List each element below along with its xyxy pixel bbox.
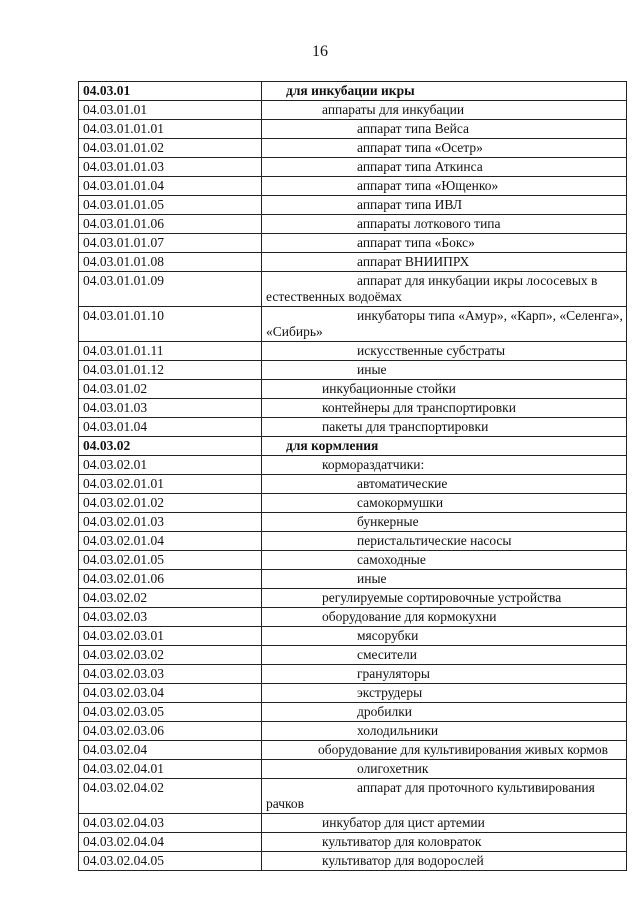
table-body	[79, 82, 627, 871]
name-cell	[262, 570, 627, 589]
table-row	[79, 779, 627, 814]
code-cell: 04.03.01.01.04	[79, 177, 262, 196]
code-cell: 04.03.01.04	[79, 418, 262, 437]
code-cell: 04.03.02.03	[79, 608, 262, 627]
name-cell	[262, 101, 627, 120]
table-row	[79, 196, 627, 215]
name-text: культиватор для коловраток	[322, 834, 482, 849]
name-cell	[262, 760, 627, 779]
name-text: кормораздатчики:	[322, 457, 425, 472]
name-cell	[262, 627, 627, 646]
name-cell	[262, 380, 627, 399]
table-row	[79, 852, 627, 871]
name-text: для инкубации икры	[286, 83, 415, 98]
name-text: дробилки	[357, 704, 412, 719]
name-cell	[262, 684, 627, 703]
name-cell	[262, 551, 627, 570]
table-row	[79, 342, 627, 361]
name-cell	[262, 399, 627, 418]
table-row	[79, 380, 627, 399]
code-cell: 04.03.02.01.05	[79, 551, 262, 570]
table-row	[79, 234, 627, 253]
table-row	[79, 741, 627, 760]
table-row	[79, 589, 627, 608]
code-cell: 04.03.01.01.11	[79, 342, 262, 361]
table-row	[79, 532, 627, 551]
code-cell: 04.03.02.01.01	[79, 475, 262, 494]
table-row	[79, 703, 627, 722]
code-cell: 04.03.02.03.02	[79, 646, 262, 665]
name-cell	[262, 158, 627, 177]
name-text: смесители	[357, 647, 417, 662]
name-text: инкубатор для цист артемии	[322, 815, 485, 830]
table-row	[79, 215, 627, 234]
name-text: иные	[357, 362, 387, 377]
code-cell: 04.03.01.01.06	[79, 215, 262, 234]
name-text: инкубационные стойки	[322, 381, 456, 396]
name-text: аппараты для инкубации	[322, 102, 465, 117]
name-cell	[262, 307, 627, 342]
classification-table	[78, 81, 627, 871]
name-text: оборудование для кормокухни	[322, 609, 497, 624]
name-text: аппарат типа «Бокс»	[357, 235, 475, 250]
name-text: самоходные	[357, 552, 426, 567]
name-cell	[262, 456, 627, 475]
code-cell: 04.03.02.03.05	[79, 703, 262, 722]
name-text: пакеты для транспортировки	[322, 419, 489, 434]
code-cell: 04.03.01.01.12	[79, 361, 262, 380]
name-cell	[262, 82, 627, 101]
name-cell	[262, 833, 627, 852]
table-row	[79, 177, 627, 196]
table-row	[79, 722, 627, 741]
table-row	[79, 513, 627, 532]
table-row	[79, 418, 627, 437]
name-cell	[262, 703, 627, 722]
code-cell: 04.03.02.01.06	[79, 570, 262, 589]
code-cell: 04.03.02.04.05	[79, 852, 262, 871]
table-row	[79, 684, 627, 703]
code-cell: 04.03.02.02	[79, 589, 262, 608]
code-cell: 04.03.02.04.02	[79, 779, 262, 814]
name-cell	[262, 475, 627, 494]
name-cell	[262, 741, 627, 760]
table-row	[79, 101, 627, 120]
name-text: грануляторы	[357, 666, 430, 681]
name-text: аппарат ВНИИПРХ	[357, 254, 470, 269]
code-cell: 04.03.01.01.07	[79, 234, 262, 253]
name-text: аппарат типа Аткинса	[357, 159, 483, 174]
table-row	[79, 120, 627, 139]
name-text: аппарат типа «Ющенко»	[357, 178, 499, 193]
table-row	[79, 833, 627, 852]
name-cell	[262, 272, 627, 307]
name-cell	[262, 177, 627, 196]
name-cell	[262, 494, 627, 513]
name-text: инкубаторы типа «Амур», «Карп», «Селенга», «Сибирь»	[266, 308, 623, 339]
code-cell: 04.03.01.03	[79, 399, 262, 418]
name-cell	[262, 532, 627, 551]
table-row	[79, 399, 627, 418]
name-cell	[262, 196, 627, 215]
table-row	[79, 551, 627, 570]
code-cell: 04.03.01.01.03	[79, 158, 262, 177]
code-cell: 04.03.02.01.04	[79, 532, 262, 551]
name-text: аппарат для инкубации икры лососевых в естественных водоёмах	[266, 273, 598, 304]
table-row	[79, 760, 627, 779]
name-cell	[262, 779, 627, 814]
name-cell	[262, 814, 627, 833]
name-text: иные	[357, 571, 387, 586]
name-cell	[262, 215, 627, 234]
name-cell	[262, 437, 627, 456]
code-cell: 04.03.02.04.01	[79, 760, 262, 779]
name-cell	[262, 646, 627, 665]
name-text: аппарат типа Вейса	[357, 121, 470, 136]
name-text: контейнеры для транспортировки	[322, 400, 516, 415]
table-row	[79, 627, 627, 646]
name-cell	[262, 722, 627, 741]
table-row	[79, 570, 627, 589]
name-text: аппарат типа «Осетр»	[357, 140, 483, 155]
name-text: холодильники	[357, 723, 439, 738]
code-cell: 04.03.01.02	[79, 380, 262, 399]
name-text: мясорубки	[357, 628, 419, 643]
table-row	[79, 437, 627, 456]
table-row	[79, 646, 627, 665]
table-row	[79, 475, 627, 494]
name-text: автоматические	[357, 476, 448, 491]
name-text: для кормления	[286, 438, 379, 453]
code-cell: 04.03.02.03.03	[79, 665, 262, 684]
name-text: аппарат для проточного культивирования рачков	[266, 780, 595, 811]
table-row	[79, 82, 627, 101]
name-text: регулируемые сортировочные устройства	[322, 590, 562, 605]
code-cell: 04.03.02.01	[79, 456, 262, 475]
table-row	[79, 814, 627, 833]
code-cell: 04.03.01	[79, 82, 262, 101]
table-row	[79, 608, 627, 627]
name-text: аппарат типа ИВЛ	[357, 197, 463, 212]
name-cell	[262, 120, 627, 139]
name-cell	[262, 589, 627, 608]
name-text: перистальтические насосы	[357, 533, 512, 548]
name-cell	[262, 418, 627, 437]
name-text: олигохетник	[357, 761, 429, 776]
name-cell	[262, 139, 627, 158]
code-cell: 04.03.02.04	[79, 741, 262, 760]
name-cell	[262, 608, 627, 627]
table-row	[79, 494, 627, 513]
name-cell	[262, 665, 627, 684]
name-text: искусственные субстраты	[357, 343, 506, 358]
table-row	[79, 307, 627, 342]
code-cell: 04.03.01.01.01	[79, 120, 262, 139]
table-row	[79, 139, 627, 158]
table-row	[79, 361, 627, 380]
code-cell: 04.03.01.01.09	[79, 272, 262, 307]
code-cell: 04.03.02.04.04	[79, 833, 262, 852]
name-cell	[262, 234, 627, 253]
code-cell: 04.03.02.03.04	[79, 684, 262, 703]
table-row	[79, 253, 627, 272]
page-number: 16	[312, 43, 328, 60]
name-text: оборудование для культивирования живых кормов	[318, 742, 608, 757]
code-cell: 04.03.01.01.10	[79, 307, 262, 342]
table-row	[79, 272, 627, 307]
name-cell	[262, 253, 627, 272]
table-row	[79, 158, 627, 177]
name-cell	[262, 852, 627, 871]
code-cell: 04.03.02.04.03	[79, 814, 262, 833]
code-cell: 04.03.02.01.02	[79, 494, 262, 513]
table-row	[79, 456, 627, 475]
code-cell: 04.03.02.01.03	[79, 513, 262, 532]
table-row	[79, 665, 627, 684]
name-text: аппараты лоткового типа	[357, 216, 501, 231]
code-cell: 04.03.02.03.01	[79, 627, 262, 646]
code-cell: 04.03.02	[79, 437, 262, 456]
code-cell: 04.03.01.01.05	[79, 196, 262, 215]
code-cell: 04.03.01.01.08	[79, 253, 262, 272]
name-text: экструдеры	[357, 685, 423, 700]
name-cell	[262, 513, 627, 532]
name-text: культиватор для водорослей	[322, 853, 484, 868]
name-cell	[262, 342, 627, 361]
code-cell: 04.03.02.03.06	[79, 722, 262, 741]
name-cell	[262, 361, 627, 380]
name-text: бункерные	[357, 514, 419, 529]
code-cell: 04.03.01.01	[79, 101, 262, 120]
code-cell: 04.03.01.01.02	[79, 139, 262, 158]
name-text: самокормушки	[357, 495, 444, 510]
